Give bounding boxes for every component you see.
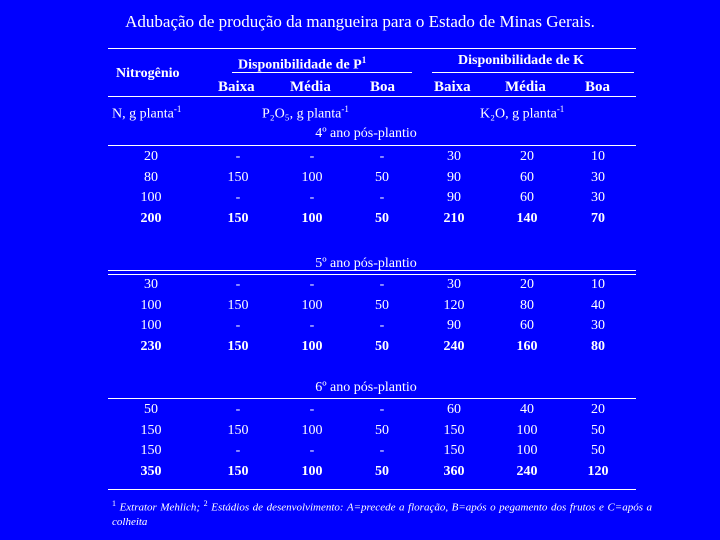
k-level-low: Baixa bbox=[434, 79, 471, 95]
table-cell: 100 bbox=[516, 443, 538, 458]
table-cell: 150 bbox=[443, 443, 465, 458]
table-cell: 100 bbox=[140, 190, 162, 205]
total-cell: 50 bbox=[375, 463, 389, 479]
total-cell: 350 bbox=[140, 463, 162, 479]
table-cell: 90 bbox=[447, 318, 461, 333]
table-cell: 60 bbox=[520, 318, 534, 333]
table-cell: - bbox=[309, 443, 315, 458]
k-units: K₂O, g planta$^{-1}$ bbox=[480, 104, 565, 122]
table-cell: 30 bbox=[591, 318, 605, 333]
section-label-year6: 6º ano pós-plantio bbox=[315, 380, 417, 395]
total-cell: 240 bbox=[516, 463, 538, 479]
table-cell: - bbox=[309, 277, 315, 292]
total-cell: 210 bbox=[443, 210, 465, 226]
total-cell: 50 bbox=[375, 210, 389, 226]
table-cell: 100 bbox=[301, 169, 323, 185]
table-cell: - bbox=[379, 402, 385, 417]
table-cell: - bbox=[309, 318, 315, 333]
table-cell: 120 bbox=[443, 297, 465, 313]
table-cell: 100 bbox=[516, 422, 538, 438]
table-cell: 50 bbox=[375, 169, 389, 185]
n-units: N, g planta$^{-1}$ bbox=[112, 104, 182, 122]
bottom-rule bbox=[108, 489, 636, 490]
top-rule bbox=[108, 48, 636, 49]
p-level-low: Baixa bbox=[218, 79, 255, 95]
table-cell: 90 bbox=[447, 190, 461, 205]
table-cell: 60 bbox=[447, 402, 461, 417]
table-cell: 50 bbox=[144, 402, 158, 417]
table-cell: 30 bbox=[591, 190, 605, 205]
table-cell: - bbox=[235, 402, 241, 417]
table-cell: 60 bbox=[520, 190, 534, 205]
section-label-year5: 5º ano pós-plantio bbox=[315, 256, 417, 271]
p-level-medium: Média bbox=[290, 79, 331, 95]
table-cell: 60 bbox=[520, 169, 534, 185]
total-cell: 150 bbox=[227, 338, 249, 354]
table-cell: 150 bbox=[443, 422, 465, 438]
table-cell: 10 bbox=[591, 277, 605, 292]
table-cell: 30 bbox=[144, 277, 158, 292]
table-cell: 40 bbox=[591, 297, 605, 313]
table-cell: 150 bbox=[227, 297, 249, 313]
total-cell: 200 bbox=[140, 210, 162, 226]
table-cell: 150 bbox=[227, 169, 249, 185]
table-title: Adubação de produção da mangueira para o Estado de Minas Gerais. bbox=[125, 12, 595, 31]
table-cell: 20 bbox=[520, 149, 534, 164]
header-bottom-rule bbox=[108, 96, 636, 97]
total-cell: 150 bbox=[227, 210, 249, 226]
k-level-medium: Média bbox=[505, 79, 546, 95]
footnote: $^1$ Extrator Mehlich; $^2$ Estádios de desenvolvimento: A=precede a floração, B=após o pegamento dos frutos e C=após a colheita bbox=[112, 499, 653, 528]
total-cell: 100 bbox=[301, 338, 323, 354]
table-cell: - bbox=[309, 149, 315, 164]
k-availability-header: Disponibilidade de K bbox=[458, 53, 585, 68]
table-cell: 80 bbox=[144, 169, 158, 185]
total-cell: 120 bbox=[587, 463, 609, 479]
table-cell: 30 bbox=[591, 169, 605, 185]
total-cell: 160 bbox=[516, 338, 538, 354]
total-cell: 100 bbox=[301, 210, 323, 226]
table-cell: 90 bbox=[447, 169, 461, 185]
table-cell: 150 bbox=[227, 422, 249, 438]
table-cell: - bbox=[235, 190, 241, 205]
table-cell: 100 bbox=[140, 318, 162, 333]
total-cell: 140 bbox=[516, 210, 538, 226]
table-cell: - bbox=[379, 277, 385, 292]
table-cell: - bbox=[309, 402, 315, 417]
total-cell: 240 bbox=[443, 338, 465, 354]
table-cell: - bbox=[235, 443, 241, 458]
table-cell: 150 bbox=[140, 422, 162, 438]
table-cell: 100 bbox=[301, 297, 323, 313]
k-level-good: Boa bbox=[585, 79, 611, 95]
table-cell: 80 bbox=[520, 297, 534, 313]
total-cell: 360 bbox=[443, 463, 465, 479]
section-rule-year5 bbox=[108, 274, 636, 275]
p-level-good: Boa bbox=[370, 79, 396, 95]
total-cell: 150 bbox=[227, 463, 249, 479]
table-cell: 50 bbox=[591, 443, 605, 458]
total-cell: 100 bbox=[301, 463, 323, 479]
table-cell: - bbox=[309, 190, 315, 205]
table-cell: 50 bbox=[375, 422, 389, 438]
total-cell: 70 bbox=[591, 210, 605, 226]
total-cell: 50 bbox=[375, 338, 389, 354]
table-cell: 10 bbox=[591, 149, 605, 164]
p-units: P₂O₅, g planta$^{-1}$ bbox=[262, 104, 349, 122]
table-cell: 150 bbox=[140, 443, 162, 458]
k-header-rule bbox=[432, 72, 634, 73]
p-availability-header: Disponibilidade de $P^1$ bbox=[238, 55, 367, 73]
table-cell: - bbox=[379, 149, 385, 164]
table-cell: - bbox=[235, 149, 241, 164]
section-rule-year4 bbox=[108, 145, 636, 146]
section-label-year4: 4º ano pós-plantio bbox=[315, 126, 417, 141]
table-cell: 40 bbox=[520, 402, 534, 417]
table-cell: - bbox=[235, 318, 241, 333]
table-cell: 20 bbox=[520, 277, 534, 292]
table-cell: - bbox=[379, 443, 385, 458]
section-rule-year6 bbox=[108, 398, 636, 399]
table-cell: 30 bbox=[447, 277, 461, 292]
table-cell: - bbox=[379, 190, 385, 205]
table-cell: - bbox=[235, 277, 241, 292]
table-cell: 50 bbox=[375, 297, 389, 313]
table-cell: 20 bbox=[144, 149, 158, 164]
table-cell: 20 bbox=[591, 402, 605, 417]
total-cell: 80 bbox=[591, 338, 605, 354]
table-cell: 100 bbox=[140, 297, 162, 313]
table-cell: - bbox=[379, 318, 385, 333]
nitrogen-header: Nitrogênio bbox=[116, 66, 180, 81]
table-cell: 30 bbox=[447, 149, 461, 164]
table-cell: 100 bbox=[301, 422, 323, 438]
table-cell: 50 bbox=[591, 422, 605, 438]
total-cell: 230 bbox=[140, 338, 162, 354]
